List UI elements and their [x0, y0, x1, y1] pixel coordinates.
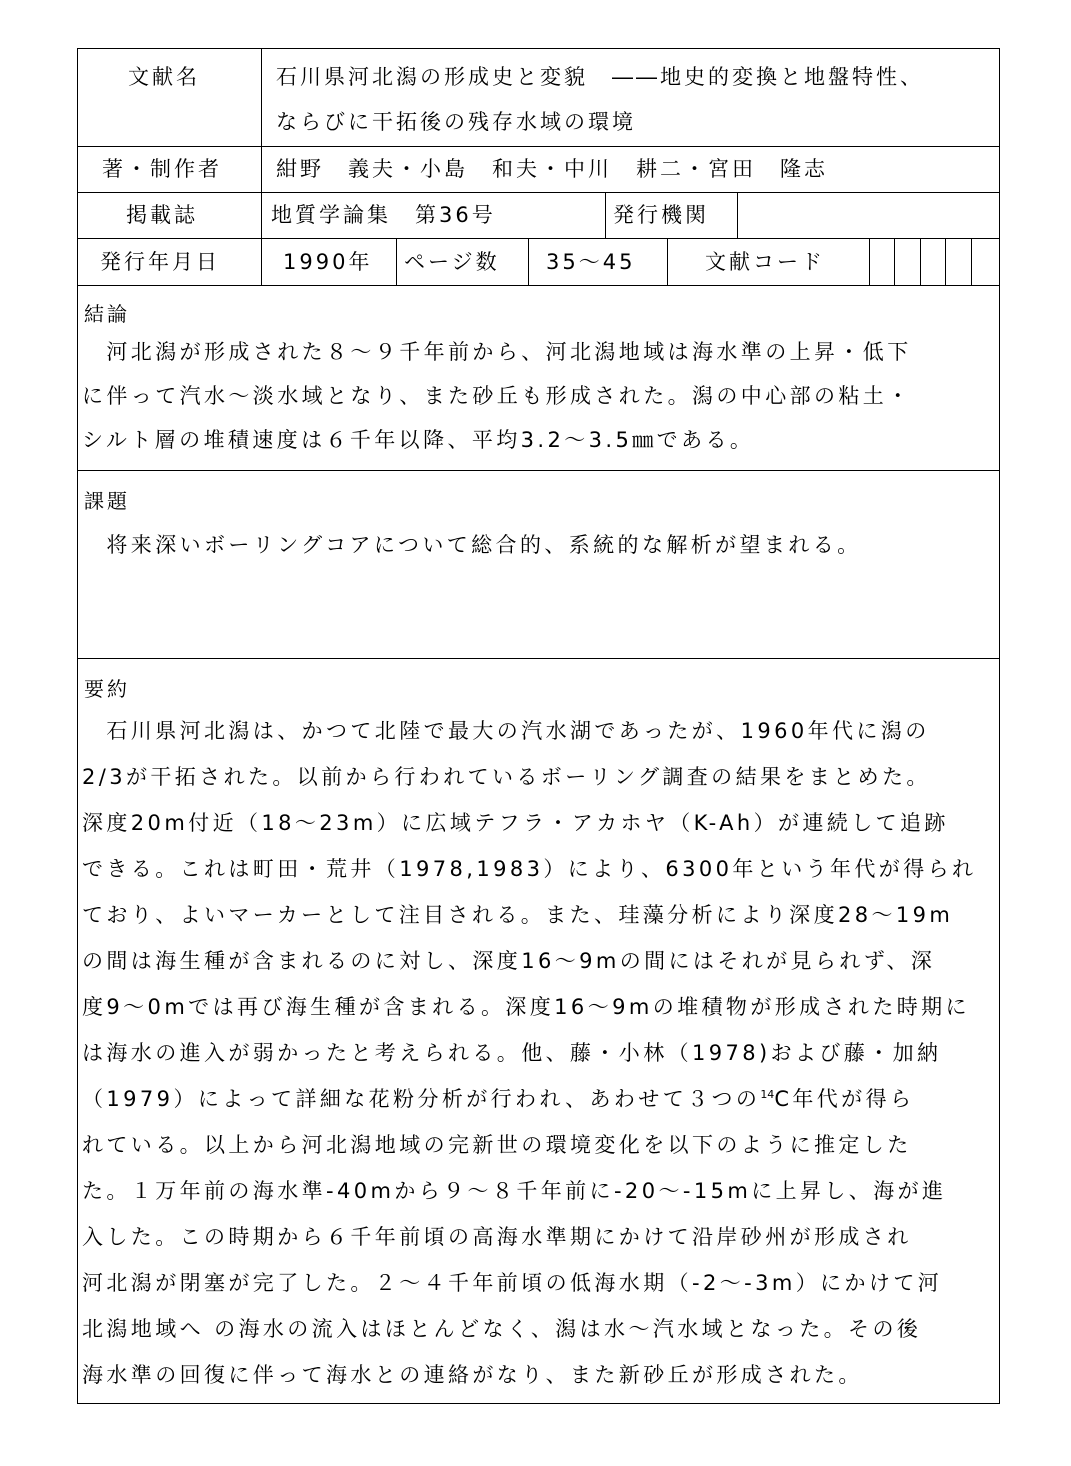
- author-row: [78, 147, 999, 193]
- summary-label: 要約: [84, 677, 130, 701]
- document-code-label: 文献コード: [705, 250, 825, 274]
- summary-line: 海水準の回復に伴って海水との連絡がなり、また新砂丘が形成された。: [82, 1363, 863, 1387]
- date-row: [78, 239, 999, 286]
- summary-line: [82, 1083, 914, 1113]
- summary-line: 河北潟が閉塞が完了した。２～４千年前頃の低海水期（-2～-3m）にかけて河: [82, 1271, 943, 1295]
- journal-label: 掲載誌: [126, 203, 198, 227]
- page-range: 35～45: [546, 250, 636, 274]
- issues-line: 将来深いボーリングコアについて総合的、系統的な解析が望まれる。: [82, 533, 862, 557]
- document-sheet: [77, 48, 1000, 1404]
- authors: 紺野 義夫・小島 和夫・中川 耕二・宮田 隆志: [276, 157, 828, 181]
- summary-section: [78, 659, 999, 1403]
- pages-label: ページ数: [404, 250, 500, 274]
- journal-name: 地質学論集 第36号: [271, 203, 496, 227]
- publisher-label: 発行機関: [613, 203, 709, 227]
- conclusion-section: [78, 286, 999, 471]
- date-label: 発行年月日: [100, 250, 220, 274]
- summary-line: ており、よいマーカーとして注目される。また、珪藻分析により深度28～19m: [82, 903, 954, 927]
- conclusion-line: 河北潟が形成された８～９千年前から、河北潟地域は海水準の上昇・低下: [82, 340, 912, 364]
- document-title-line1: 石川県河北潟の形成史と変貌 ――地史的変換と地盤特性、: [276, 65, 924, 89]
- summary-line: れている。以上から河北潟地域の完新世の環境変化を以下のように推定した: [82, 1133, 912, 1157]
- title-label: 文献名: [128, 65, 200, 89]
- summary-line: 北潟地域へ の海水の流入はほとんどなく、潟は水～汽水域となった。その後: [82, 1317, 922, 1341]
- journal-row: [78, 193, 999, 239]
- summary-line: 2/3が干拓された。以前から行われているボーリング調査の結果をまとめた。: [82, 765, 931, 789]
- author-label: 著・制作者: [102, 157, 222, 181]
- summary-line: た。１万年前の海水準-40mから９～８千年前に-20～-15mに上昇し、海が進: [82, 1179, 947, 1203]
- document-title-line2: ならびに干拓後の残存水域の環境: [276, 110, 636, 134]
- summary-line: できる。これは町田・荒井（1978,1983）により、6300年という年代が得られ: [82, 857, 977, 881]
- isotope-superscript: 14: [760, 1088, 775, 1101]
- conclusion-label: 結論: [84, 302, 130, 326]
- summary-line: は海水の進入が弱かったと考えられる。他、藤・小林（1978)および藤・加納: [82, 1041, 942, 1065]
- issues-label: 課題: [84, 489, 130, 513]
- summary-line: 深度20m付近（18～23m）に広域テフラ・アカホヤ（K-Ah）が連続して追跡: [82, 811, 949, 835]
- summary-line: の間は海生種が含まれるのに対し、深度16～9mの間にはそれが見られず、深: [82, 949, 936, 973]
- conclusion-line: シルト層の堆積速度は６千年以降、平均3.2～3.5㎜である。: [82, 428, 755, 452]
- title-row: [78, 49, 999, 147]
- summary-line: 度9～0mでは再び海生種が含まれる。深度16～9mの堆積物が形成された時期に: [82, 995, 970, 1019]
- summary-line-text: （1979）によって詳細な花粉分析が行われ、あわせて３つの: [82, 1087, 761, 1111]
- conclusion-line: に伴って汽水～淡水域となり、また砂丘も形成された。潟の中心部の粘土・: [82, 384, 912, 408]
- publication-year: 1990年: [283, 250, 373, 274]
- issues-section: [78, 471, 999, 659]
- summary-line: 入した。この時期から６千年前頃の高海水準期にかけて沿岸砂州が形成され: [82, 1225, 912, 1249]
- summary-line: 石川県河北潟は、かつて北陸で最大の汽水湖であったが、1960年代に潟の: [82, 719, 930, 743]
- summary-line-tail: C年代が得ら: [774, 1087, 915, 1111]
